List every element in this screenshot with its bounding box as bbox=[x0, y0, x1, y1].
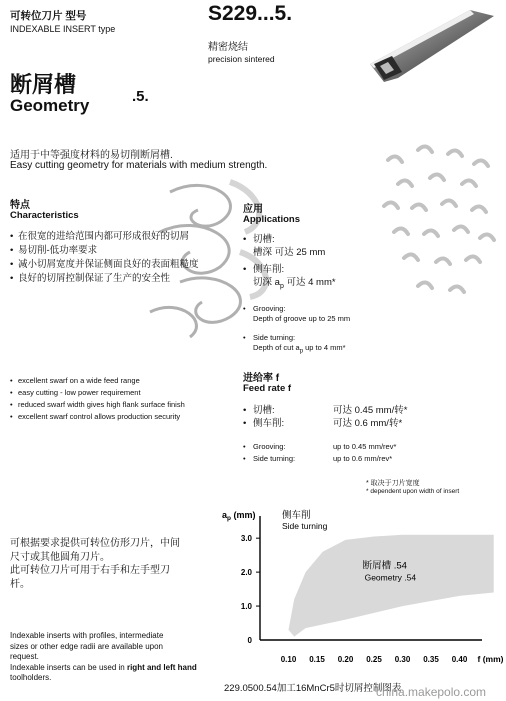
list-item: • reduced swarf width gives high flank surface finish bbox=[10, 400, 190, 410]
insert-code: S229...5. bbox=[208, 2, 293, 25]
text-line bbox=[10, 663, 205, 684]
grooving-label-en: Grooving: bbox=[253, 304, 286, 313]
side-detail-suffix: 可达 4 mm* bbox=[286, 277, 336, 288]
text-line: 可根据要求提供可转位仿形刀片，中间 bbox=[10, 538, 180, 549]
list-item: • excellent swarf on a wide feed range bbox=[10, 376, 190, 386]
x-tick-label: 0.35 bbox=[423, 655, 439, 664]
x-tick-label: 0.25 bbox=[366, 655, 382, 664]
y-axis-label-unit: (mm) bbox=[231, 510, 256, 520]
bullet-dot: • bbox=[243, 304, 246, 313]
bullet-dot: • bbox=[243, 264, 247, 275]
grooving-label-cn: 切槽: bbox=[253, 234, 275, 245]
feed-side-value-en: up to 0.6 mm/rev* bbox=[333, 454, 393, 463]
feed-grooving-label-cn: 切槽: bbox=[253, 405, 275, 416]
list-item: • 在很宽的进给范围内都可形成很好的切屑 bbox=[10, 230, 245, 244]
applications-title-en: Applications bbox=[243, 214, 301, 225]
bullet-dot: • bbox=[243, 442, 246, 451]
swarf-control-chart bbox=[210, 500, 506, 692]
feed-rate-title-en: Feed rate f bbox=[243, 383, 292, 394]
feed-side-value-cn: 可达 0.6 mm/转* bbox=[333, 418, 403, 429]
feed-grooving-value-cn: 可达 0.45 mm/转* bbox=[333, 405, 408, 416]
y-tick-label: 2.0 bbox=[240, 568, 252, 578]
x-tick-label: 0.10 bbox=[280, 655, 297, 664]
y-tick-label: 1.0 bbox=[240, 602, 252, 612]
side-detail-prefix: 切深 bbox=[253, 277, 273, 288]
x-tick-label: 0.30 bbox=[394, 655, 411, 664]
characteristics-list-en bbox=[10, 376, 190, 422]
side-turning-detail-cn bbox=[253, 277, 336, 293]
insert-type-title-en: INDEXABLE INSERT type bbox=[10, 24, 116, 34]
hand-bold: right and left hand bbox=[126, 662, 197, 672]
footnote-cn: * 取决于刀片宽度 bbox=[366, 480, 420, 487]
footnote-en: * dependent upon width of insert bbox=[366, 488, 460, 495]
insert-type-title-cn: 可转位刀片 型号 bbox=[10, 10, 87, 22]
chart-caption: 229.0500.54加工16MnCr5时切屑控制图表 bbox=[224, 683, 402, 694]
text-line: 此可转位刀片可用于右手和左手型刀 bbox=[10, 565, 170, 576]
chart-subtitle: Side turning bbox=[282, 521, 328, 531]
text-line: 尺寸或其他圆角刀片。 bbox=[10, 551, 110, 563]
feed-grooving-label-en: Grooving: bbox=[253, 442, 286, 451]
profiles-text-en bbox=[10, 631, 205, 684]
geometry-title-cn: 断屑槽 bbox=[10, 72, 77, 97]
text-line: request. bbox=[10, 652, 39, 661]
x-axis-label: f (mm) bbox=[477, 654, 504, 664]
feed-grooving-value-en: up to 0.45 mm/rev* bbox=[333, 442, 397, 451]
bullet-dot: • bbox=[243, 234, 247, 245]
bullet-dot: • bbox=[243, 405, 247, 416]
side-turning-label-cn: 侧车削: bbox=[253, 264, 285, 275]
hand-prefix: Indexable inserts can be used in bbox=[10, 662, 127, 672]
sintered-label-en: precision sintered bbox=[208, 54, 275, 64]
list-item: • 减小切屑宽度并保证侧面良好的表面粗糙度 bbox=[10, 258, 245, 272]
x-tick-label: 0.15 bbox=[309, 655, 325, 664]
profiles-text-cn bbox=[10, 537, 210, 591]
ap-subscript-en: p bbox=[299, 348, 304, 355]
side-turning-label-en: Side turning: bbox=[253, 333, 296, 342]
swarf-chips-image bbox=[378, 140, 502, 310]
intro-cn: 适用于中等强度材料的易切削断屑槽. bbox=[10, 150, 173, 161]
y-tick-label: 0 bbox=[247, 636, 252, 645]
list-item: • easy cutting - low power requirement bbox=[10, 388, 190, 398]
x-tick-label: 0.40 bbox=[451, 655, 468, 664]
insert-product-image bbox=[358, 2, 502, 88]
grooving-detail-cn: 槽深 可达 25 mm bbox=[253, 247, 326, 258]
ap-symbol: a bbox=[274, 277, 280, 288]
bullet-dot: • bbox=[243, 418, 247, 429]
bullet-dot: • bbox=[243, 454, 246, 463]
characteristics-list-cn bbox=[10, 230, 245, 286]
side-detail-en-suffix: up to 4 mm* bbox=[303, 343, 346, 352]
chart-title: 侧车削 bbox=[282, 510, 311, 521]
ap-subscript: p bbox=[279, 282, 284, 290]
watermark: china.makepolo.com bbox=[376, 685, 487, 699]
text-line: sizes or other edge radii are available upon bbox=[10, 641, 163, 651]
feed-side-label-cn: 侧车削: bbox=[253, 418, 285, 429]
text-line: 杆。 bbox=[10, 578, 30, 590]
y-tick-label: 3.0 bbox=[240, 534, 252, 544]
list-item: • excellent swarf control allows production security bbox=[10, 412, 190, 422]
applications-title-cn: 应用 bbox=[243, 204, 263, 215]
side-turning-detail-en bbox=[253, 343, 346, 357]
series-label-en: Geometry .54 bbox=[364, 572, 417, 583]
characteristics-title-en: Characteristics bbox=[10, 210, 79, 221]
series-area bbox=[289, 535, 494, 637]
geometry-code: .5. bbox=[132, 88, 149, 105]
sintered-label-cn: 精密烧结 bbox=[208, 42, 248, 53]
feed-rate-title-cn: 进给率 f bbox=[243, 373, 280, 384]
characteristics-title-cn: 特点 bbox=[10, 200, 30, 211]
intro-en: Easy cutting geometry for materials with medium strength. bbox=[10, 160, 268, 171]
grooving-detail-en: Depth of groove up to 25 mm bbox=[253, 314, 351, 323]
hand-suffix: toolholders. bbox=[10, 673, 52, 682]
y-axis-label: $a_p$ (mm) bbox=[222, 510, 256, 522]
feed-side-label-en: Side turning: bbox=[253, 454, 296, 463]
geometry-title-en: Geometry bbox=[10, 96, 90, 115]
series-label-cn: 断屑槽 .54 bbox=[362, 560, 407, 572]
list-item: • 易切削-低功率要求 bbox=[10, 244, 245, 258]
bullet-dot: • bbox=[243, 333, 246, 342]
y-axis-label-subscript: p bbox=[227, 515, 231, 522]
text-line: Indexable inserts with profiles, intermediate bbox=[10, 631, 164, 640]
x-tick-label: 0.20 bbox=[337, 655, 354, 664]
list-item: • 良好的切屑控制保证了生产的安全性 bbox=[10, 272, 245, 286]
side-detail-en-prefix: Depth of cut a bbox=[253, 343, 300, 352]
